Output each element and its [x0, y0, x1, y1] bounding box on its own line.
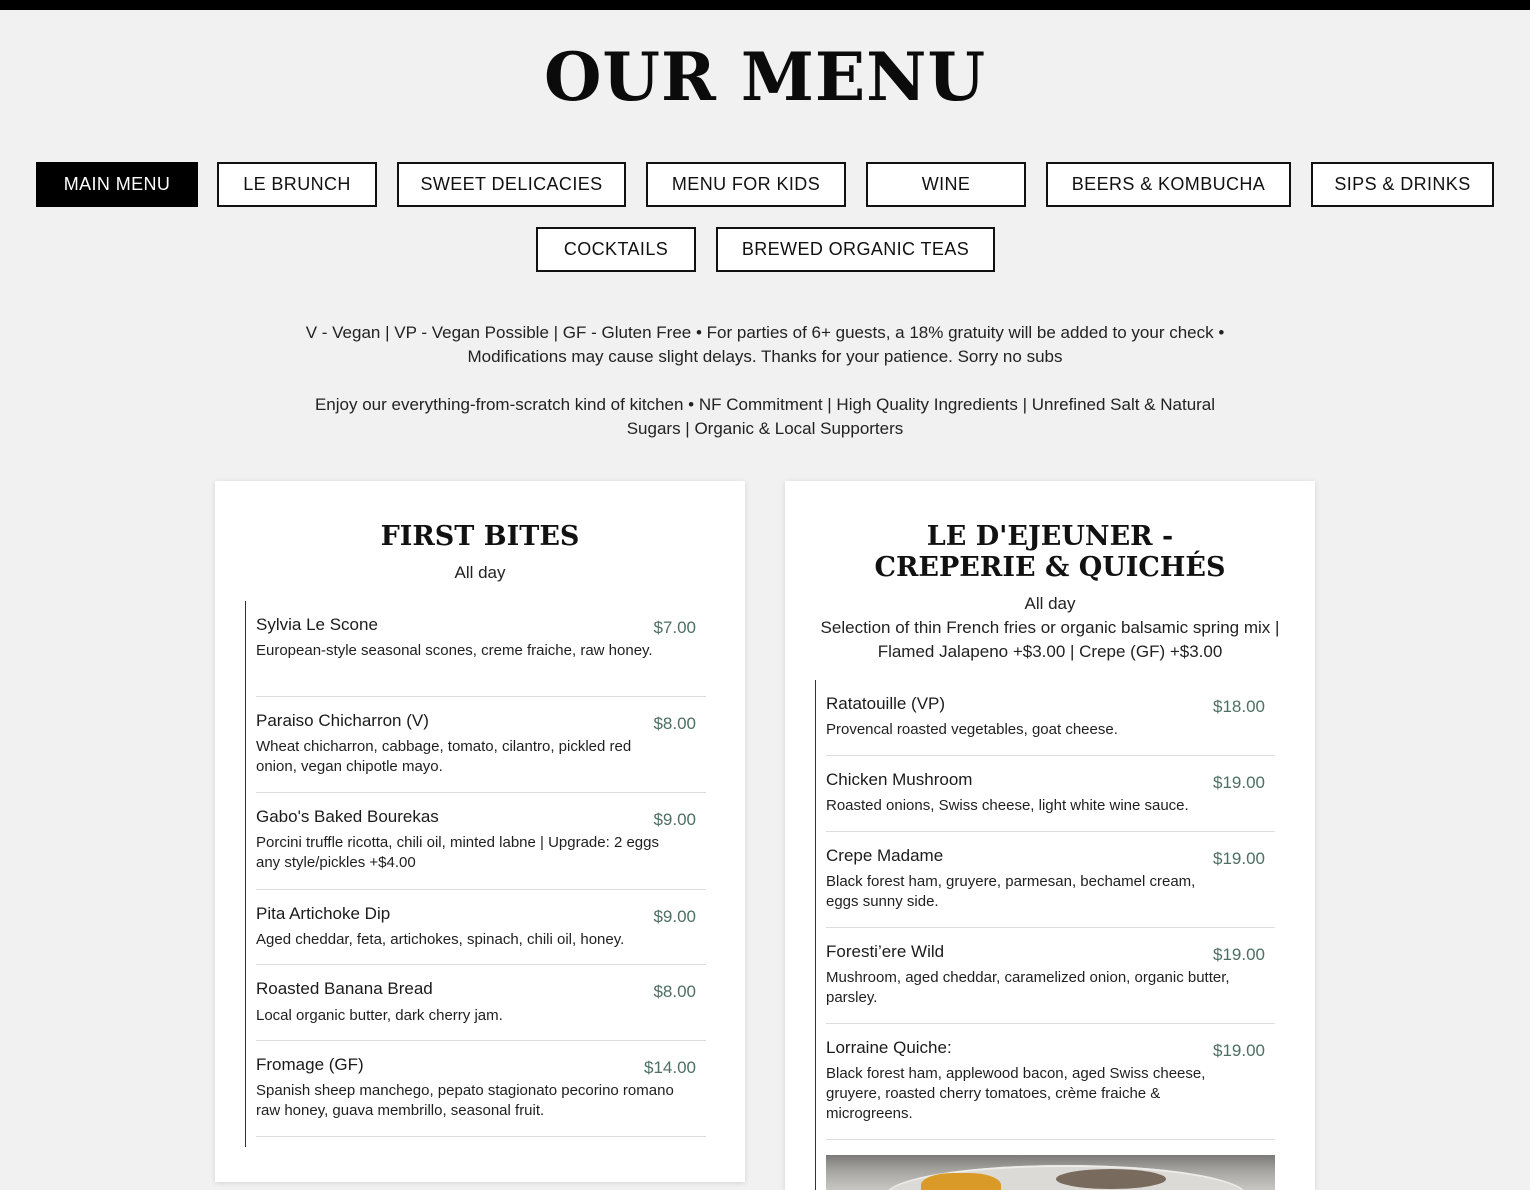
item-price: $7.00 — [653, 618, 696, 637]
tab-cocktails[interactable]: COCKTAILS — [536, 227, 696, 272]
item-name: Chicken Mushroom — [826, 770, 973, 789]
item-price: $19.00 — [1213, 1041, 1265, 1060]
item-description: Local organic butter, dark cherry jam. — [256, 1007, 503, 1024]
menu-item — [826, 1024, 1275, 1140]
crepe-shape — [921, 1173, 1001, 1190]
page-title: OUR MENU — [543, 38, 987, 116]
tab-sips-drinks[interactable]: SIPS & DRINKS — [1311, 162, 1494, 207]
item-price: $19.00 — [1213, 773, 1265, 792]
menu-item — [256, 697, 706, 793]
menu-item — [256, 965, 706, 1041]
menu-card-first-bites — [215, 481, 745, 1182]
item-name: Crepe Madame — [826, 846, 944, 865]
menu-item — [826, 832, 1275, 928]
item-name: Gabo's Baked Bourekas — [256, 807, 439, 826]
item-name: Sylvia Le Scone — [256, 615, 378, 634]
menu-item — [256, 890, 706, 965]
crepe-dish-photo — [826, 1155, 1275, 1190]
item-description: Roasted onions, Swiss cheese, light white wine sauce. — [826, 797, 1189, 814]
section-subtitle: All day — [1024, 594, 1076, 613]
menu-item-list — [245, 601, 706, 1147]
section-title: LE D'EJEUNER - CREPERIE & QUICHÉS — [874, 521, 1226, 583]
item-price: $19.00 — [1213, 849, 1265, 868]
item-description: Aged cheddar, feta, artichokes, spinach, chili oil, honey. — [256, 931, 625, 948]
item-description: Black forest ham, applewood bacon, aged Swiss cheese, gruyere, roasted cherry tomatoes, crème fraiche & microgreens. — [826, 1065, 1206, 1122]
item-name: Foresti’ere Wild — [826, 942, 945, 961]
tab-beers-kombucha[interactable]: BEERS & KOMBUCHA — [1046, 162, 1291, 207]
tab-menu-for-kids[interactable]: MENU FOR KIDS — [646, 162, 846, 207]
section-title: FIRST BITES — [380, 521, 580, 552]
item-price: $14.00 — [644, 1058, 696, 1077]
menu-item — [256, 1041, 706, 1137]
item-name: Fromage (GF) — [256, 1055, 364, 1074]
section-subtitle: All day — [454, 563, 506, 582]
item-description: European-style seasonal scones, creme fraiche, raw honey. — [256, 642, 653, 659]
item-price: $19.00 — [1213, 945, 1265, 964]
item-description: Mushroom, aged cheddar, caramelized onion, organic butter, parsley. — [826, 969, 1230, 1006]
menu-item — [826, 680, 1275, 756]
garnish-shape — [1056, 1169, 1166, 1189]
menu-item — [826, 756, 1275, 832]
item-name: Roasted Banana Bread — [256, 979, 433, 998]
tab-wine[interactable]: WINE — [866, 162, 1026, 207]
dietary-legend-note: V - Vegan | VP - Vegan Possible | GF - Gluten Free • For parties of 6+ guests, a 18% gratuity will be added to your check • Modifications may cause slight delays. Thanks for your patience. Sorry no subs — [305, 323, 1225, 366]
menu-item-list — [815, 680, 1276, 1190]
item-name: Lorraine Quiche: — [826, 1038, 952, 1057]
item-name: Paraiso Chicharron (V) — [256, 711, 429, 730]
item-price: $9.00 — [653, 810, 696, 829]
menu-item — [256, 601, 706, 697]
tab-brewed-organic-teas[interactable]: BREWED ORGANIC TEAS — [716, 227, 995, 272]
item-description: Porcini truffle ricotta, chili oil, minted labne | Upgrade: 2 eggs any style/pickles +$4.00 — [256, 834, 659, 871]
item-name: Pita Artichoke Dip — [256, 904, 391, 923]
tab-le-brunch[interactable]: LE BRUNCH — [217, 162, 377, 207]
item-description: Provencal roasted vegetables, goat cheese. — [826, 721, 1118, 738]
item-price: $18.00 — [1213, 697, 1265, 716]
menu-item — [256, 793, 706, 890]
item-price: $8.00 — [653, 982, 696, 1001]
top-bar — [0, 0, 1530, 10]
item-name: Ratatouille (VP) — [826, 694, 946, 713]
item-description: Spanish sheep manchego, pepato stagionato pecorino romano raw honey, guava membrillo, seasonal fruit. — [256, 1082, 674, 1119]
menu-item — [826, 928, 1275, 1024]
item-price: $8.00 — [653, 714, 696, 733]
menu-card-creperie-quiches — [785, 481, 1315, 1190]
item-description: Black forest ham, gruyere, parmesan, bechamel cream, eggs sunny side. — [826, 873, 1196, 910]
section-note: Selection of thin French fries or organic balsamic spring mix | Flamed Jalapeno +$3.00 | Crepe (GF) +$3.00 — [820, 618, 1280, 661]
tab-sweet-delicacies[interactable]: SWEET DELICACIES — [397, 162, 626, 207]
item-price: $9.00 — [653, 907, 696, 926]
item-description: Wheat chicharron, cabbage, tomato, cilantro, pickled red onion, vegan chipotle mayo. — [256, 738, 632, 775]
tab-main-menu[interactable]: MAIN MENU — [36, 162, 198, 207]
kitchen-commitment-note: Enjoy our everything-from-scratch kind of kitchen • NF Commitment | High Quality Ingredients | Unrefined Salt & Natural Sugars | Organic & Local Supporters — [314, 395, 1216, 438]
